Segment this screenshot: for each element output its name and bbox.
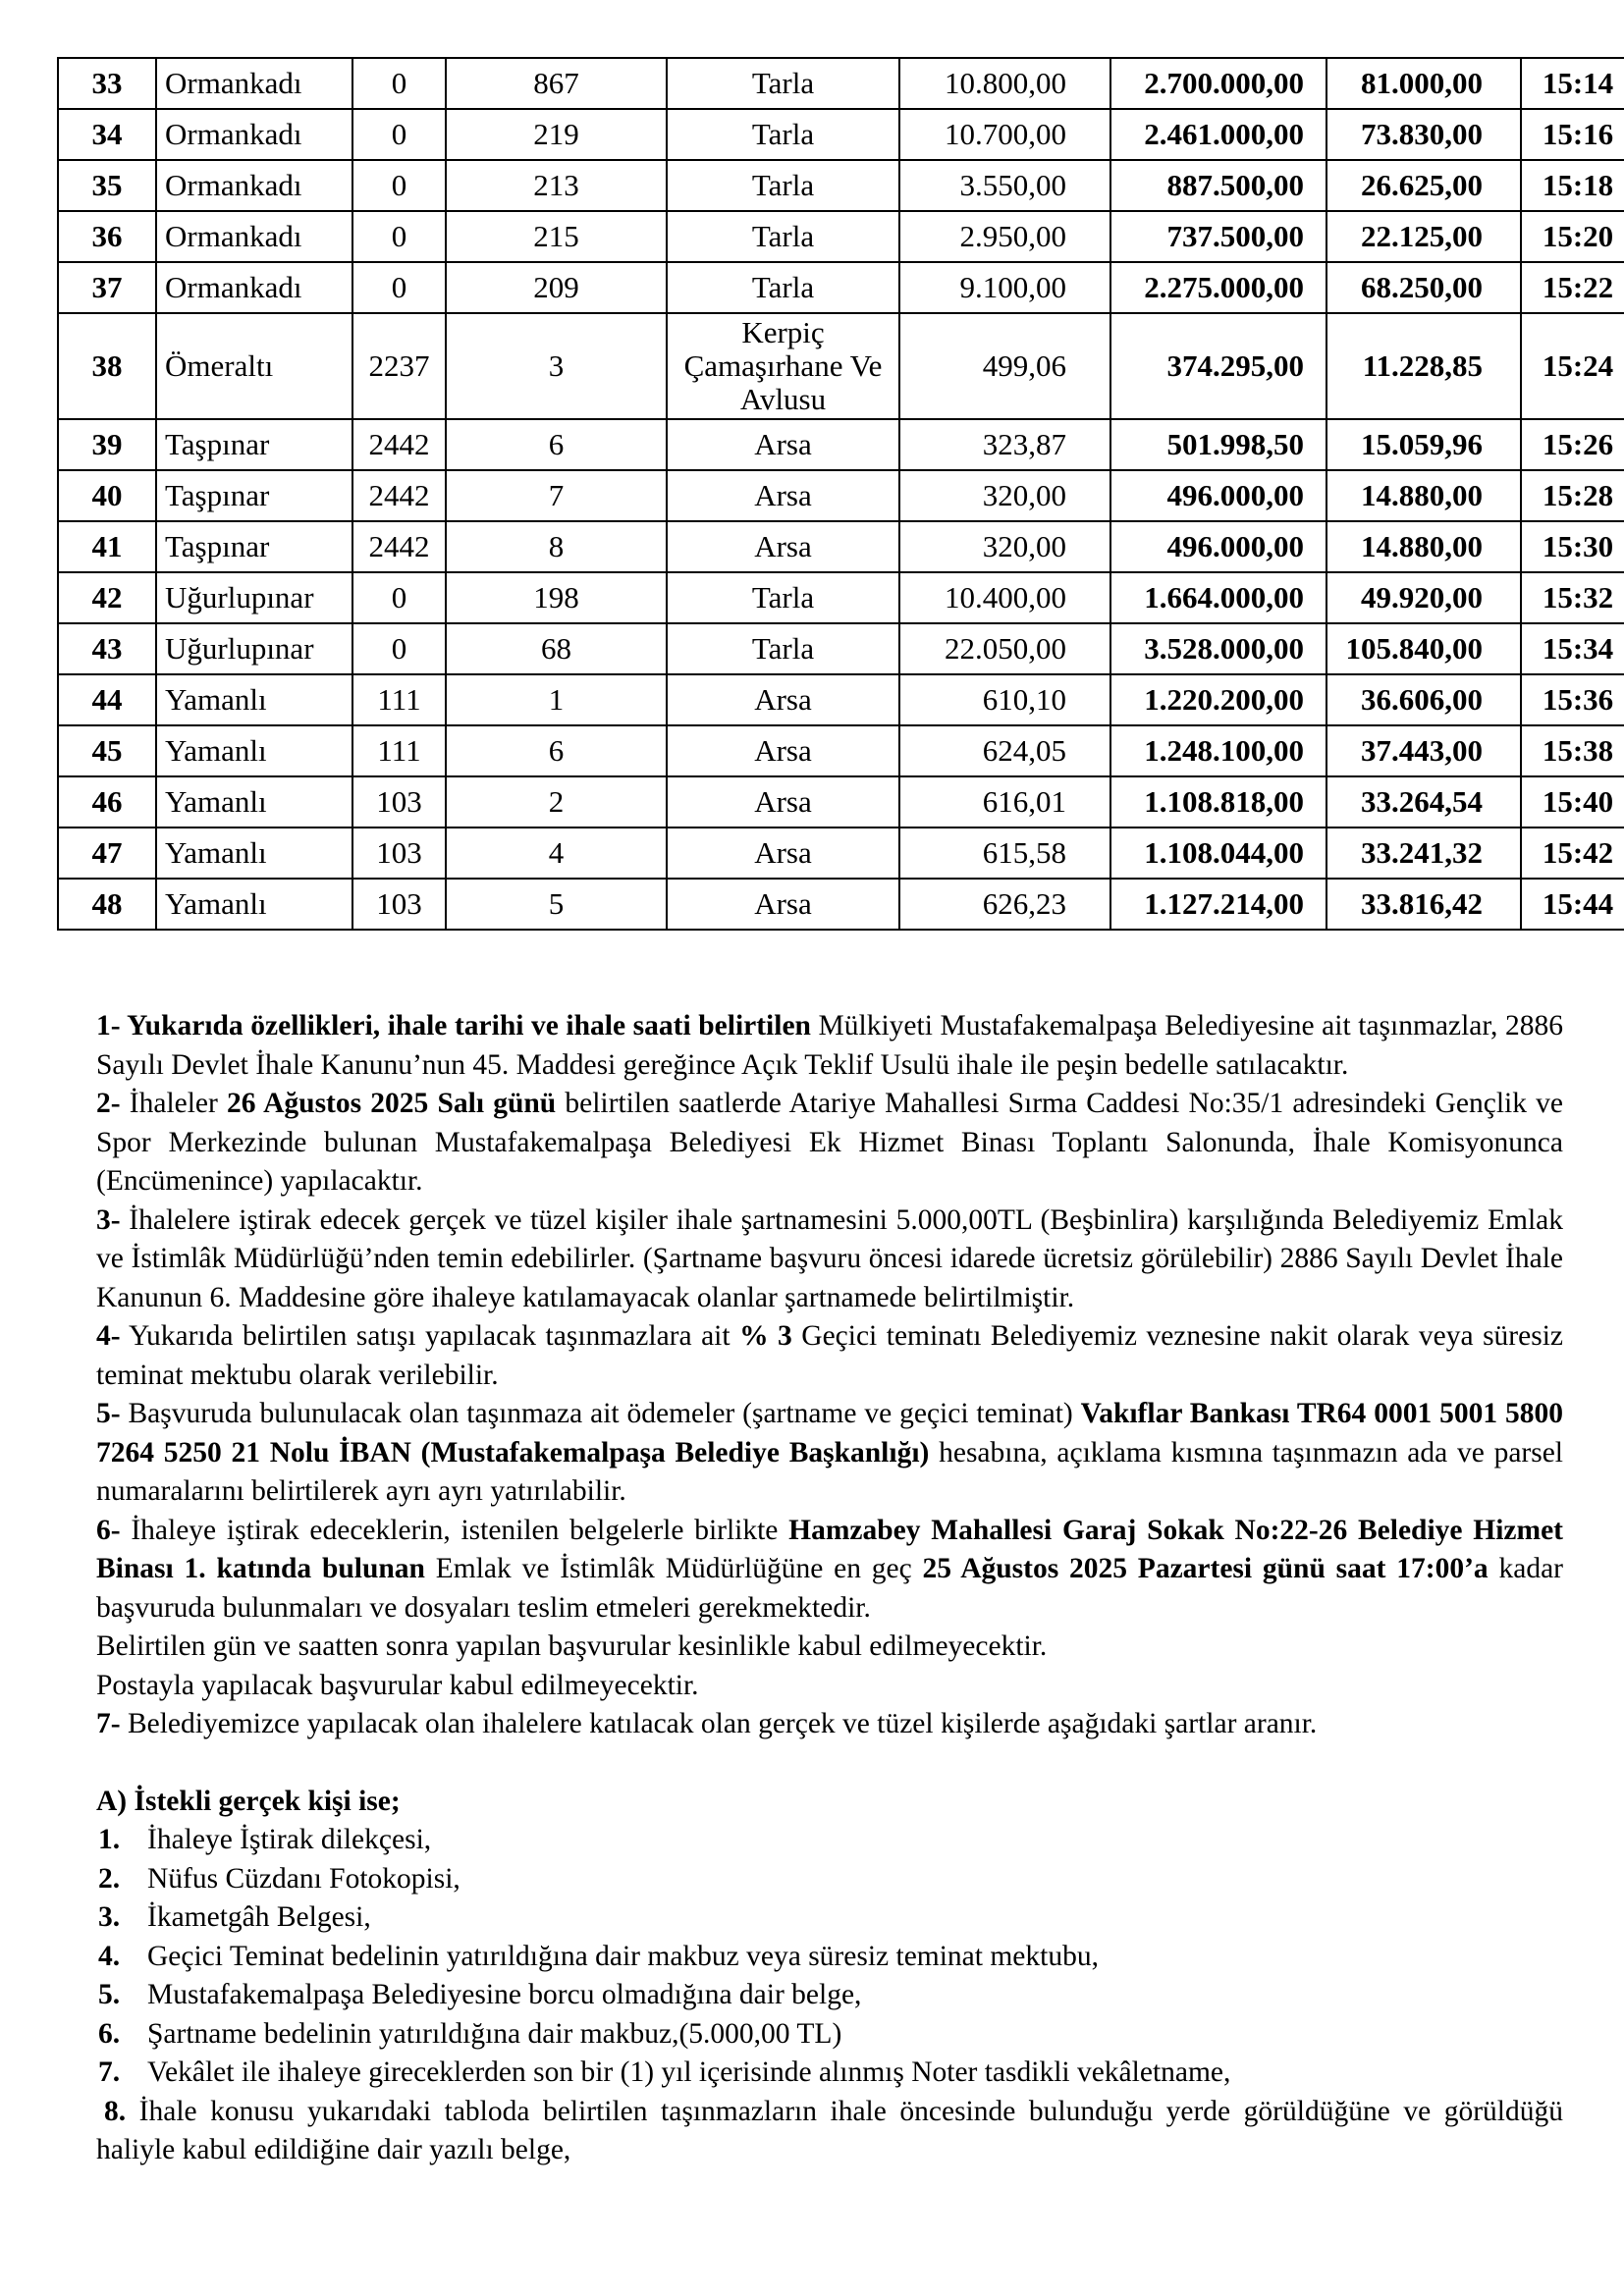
cell-parsel: 867 <box>446 58 667 109</box>
cell-area: 22.050,00 <box>899 623 1110 674</box>
cell-mahalle: Uğurlupınar <box>156 572 352 623</box>
cell-deposit: 14.880,00 <box>1326 470 1521 521</box>
cell-parsel: 5 <box>446 879 667 930</box>
cell-value: 501.998,50 <box>1110 419 1326 470</box>
table-row <box>58 419 1624 470</box>
list-item-number: 7. <box>98 2056 121 2088</box>
cell-parsel: 7 <box>446 470 667 521</box>
paragraph-5 <box>96 1395 1563 1512</box>
cell-time: 15:40 <box>1521 776 1624 828</box>
cell-value: 496.000,00 <box>1110 470 1326 521</box>
cell-no: 34 <box>58 109 156 160</box>
cell-no: 33 <box>58 58 156 109</box>
p5-text-a: Başvuruda bulunulacak olan taşınmaza ait ödemeler (şartname ve geçici teminat) <box>120 1398 1081 1429</box>
list-item-8 <box>96 2093 1563 2170</box>
table-row <box>58 879 1624 930</box>
cell-type: Tarla <box>667 211 899 262</box>
cell-ada: 0 <box>352 160 446 211</box>
cell-parsel: 8 <box>446 521 667 572</box>
cell-area: 499,06 <box>899 313 1110 419</box>
cell-value: 1.220.200,00 <box>1110 674 1326 725</box>
cell-mahalle: Ömeraltı <box>156 313 352 419</box>
table-row <box>58 776 1624 828</box>
table-row <box>58 521 1624 572</box>
list-item-text: Vekâlet ile ihaleye gireceklerden son bir (1) yıl içerisinde alınmış Noter tasdikli vekâletname, <box>147 2056 1231 2088</box>
table-row <box>58 211 1624 262</box>
cell-area: 323,87 <box>899 419 1110 470</box>
p3-text: İhalelere iştirak edecek gerçek ve tüzel kişiler ihale şartnamesini 5.000,00TL (Beşbinlira) karşılığında Belediyemiz Emlak ve İstimlâk Müdürlüğü’nden temin edebilirler. (Şartname başvuru öncesi idarede ücretsiz görülebilir) 2886 Sayılı Devlet İhale Kanunun 6. Maddesine göre ihaleye katılamayacak olanlar şartnamede belirtilmiştir. <box>96 1203 1563 1313</box>
cell-type: Arsa <box>667 419 899 470</box>
cell-deposit: 26.625,00 <box>1326 160 1521 211</box>
cell-no: 45 <box>58 725 156 776</box>
cell-value: 3.528.000,00 <box>1110 623 1326 674</box>
cell-type: Arsa <box>667 521 899 572</box>
cell-area: 624,05 <box>899 725 1110 776</box>
cell-time: 15:28 <box>1521 470 1624 521</box>
cell-parsel: 1 <box>446 674 667 725</box>
table-row <box>58 674 1624 725</box>
cell-time: 15:38 <box>1521 725 1624 776</box>
cell-mahalle: Yamanlı <box>156 776 352 828</box>
p6-text-c: kadar başvuruda bulunmaları ve dosyaları teslim etmeleri gerekmektedir. <box>96 1553 1564 1624</box>
table-row <box>58 109 1624 160</box>
cell-mahalle: Taşpınar <box>156 470 352 521</box>
p1-text: Mülkiyeti Mustafakemalpaşa Belediyesine ait taşınmazlar, 2886 Sayılı Devlet İhale Kanunu’nun 45. Maddesi gereğince Açık Teklif Usulü ihale ile peşin bedelle satılacaktır. <box>96 1010 1563 1081</box>
cell-ada: 2442 <box>352 521 446 572</box>
p6-text-b: Emlak ve İstimlâk Müdürlüğüne en geç <box>424 1553 923 1584</box>
cell-parsel: 198 <box>446 572 667 623</box>
cell-value: 1.108.818,00 <box>1110 776 1326 828</box>
p3-num: 3- <box>96 1203 121 1236</box>
cell-deposit: 22.125,00 <box>1326 211 1521 262</box>
cell-no: 42 <box>58 572 156 623</box>
p4-percent: % 3 <box>739 1320 792 1352</box>
list-item-number: 3. <box>98 1901 121 1933</box>
cell-value: 2.461.000,00 <box>1110 109 1326 160</box>
cell-deposit: 68.250,00 <box>1326 262 1521 313</box>
cell-ada: 111 <box>352 725 446 776</box>
cell-mahalle: Ormankadı <box>156 58 352 109</box>
list-item-number: 2. <box>98 1862 121 1895</box>
cell-parsel: 68 <box>446 623 667 674</box>
p6-num: 6- <box>96 1514 121 1546</box>
cell-type: Arsa <box>667 725 899 776</box>
cell-deposit: 33.264,54 <box>1326 776 1521 828</box>
cell-no: 39 <box>58 419 156 470</box>
cell-no: 36 <box>58 211 156 262</box>
cell-time: 15:30 <box>1521 521 1624 572</box>
cell-type: Tarla <box>667 160 899 211</box>
cell-value: 2.700.000,00 <box>1110 58 1326 109</box>
spacer <box>96 1744 1563 1783</box>
list-item <box>96 1898 1563 1938</box>
table-row <box>58 828 1624 879</box>
cell-no: 38 <box>58 313 156 419</box>
cell-area: 10.400,00 <box>899 572 1110 623</box>
cell-time: 15:34 <box>1521 623 1624 674</box>
cell-ada: 103 <box>352 776 446 828</box>
requirements-list <box>96 1821 1563 2093</box>
cell-ada: 103 <box>352 828 446 879</box>
cell-no: 47 <box>58 828 156 879</box>
cell-deposit: 33.241,32 <box>1326 828 1521 879</box>
cell-deposit: 36.606,00 <box>1326 674 1521 725</box>
cell-ada: 0 <box>352 58 446 109</box>
list-item-8-number: 8. <box>104 2095 127 2127</box>
cell-mahalle: Ormankadı <box>156 160 352 211</box>
paragraph-3 <box>96 1201 1563 1318</box>
cell-deposit: 15.059,96 <box>1326 419 1521 470</box>
cell-ada: 0 <box>352 572 446 623</box>
cell-parsel: 219 <box>446 109 667 160</box>
cell-mahalle: Yamanlı <box>156 725 352 776</box>
cell-parsel: 213 <box>446 160 667 211</box>
cell-parsel: 215 <box>446 211 667 262</box>
section-a-heading <box>96 1783 1563 1822</box>
cell-area: 3.550,00 <box>899 160 1110 211</box>
p6-text-a: İhaleye iştirak edeceklerin, istenilen belgelerle birlikte <box>120 1514 789 1546</box>
cell-value: 1.108.044,00 <box>1110 828 1326 879</box>
cell-no: 40 <box>58 470 156 521</box>
cell-area: 610,10 <box>899 674 1110 725</box>
cell-time: 15:44 <box>1521 879 1624 930</box>
cell-ada: 103 <box>352 879 446 930</box>
p6-address: Hamzabey Mahallesi Garaj Sokak No:22-26 Belediye Hizmet Binası 1. katında bulunan <box>96 1514 1563 1584</box>
list-item-number: 1. <box>98 1824 121 1855</box>
paragraph-1 <box>96 1007 1563 1085</box>
p5-num: 5- <box>96 1398 121 1429</box>
cell-value: 737.500,00 <box>1110 211 1326 262</box>
cell-time: 15:18 <box>1521 160 1624 211</box>
cell-value: 1.127.214,00 <box>1110 879 1326 930</box>
cell-value: 887.500,00 <box>1110 160 1326 211</box>
list-item-8-text: İhale konusu yukarıdaki tabloda belirtilen taşınmazların ihale öncesinde bulunduğu yerde görüldüğüne ve görüldüğü haliyle kabul edildiğine dair yazılı belge, <box>96 2095 1563 2165</box>
cell-ada: 0 <box>352 109 446 160</box>
list-item-text: Geçici Teminat bedelinin yatırıldığına dair makbuz veya süresiz teminat mektubu, <box>147 1940 1099 1972</box>
cell-time: 15:24 <box>1521 313 1624 419</box>
cell-value: 2.275.000,00 <box>1110 262 1326 313</box>
cell-type: Tarla <box>667 109 899 160</box>
cell-parsel: 2 <box>446 776 667 828</box>
p2-text-a: İhaleler <box>120 1088 228 1119</box>
cell-time: 15:16 <box>1521 109 1624 160</box>
cell-area: 616,01 <box>899 776 1110 828</box>
list-item-text: Mustafakemalpaşa Belediyesine borcu olmadığına dair belge, <box>147 1979 862 2010</box>
cell-time: 15:42 <box>1521 828 1624 879</box>
section-a-title: A) İstekli gerçek kişi ise; <box>96 1785 401 1817</box>
list-item <box>96 1938 1563 1977</box>
list-item <box>96 1860 1563 1899</box>
cell-mahalle: Uğurlupınar <box>156 623 352 674</box>
list-item-text: İhaleye İştirak dilekçesi, <box>147 1824 432 1855</box>
cell-ada: 111 <box>352 674 446 725</box>
list-item-number: 4. <box>98 1940 121 1972</box>
cell-ada: 2442 <box>352 419 446 470</box>
cell-value: 374.295,00 <box>1110 313 1326 419</box>
p7-num: 7- <box>96 1708 121 1739</box>
cell-mahalle: Taşpınar <box>156 419 352 470</box>
cell-area: 615,58 <box>899 828 1110 879</box>
cell-mahalle: Yamanlı <box>156 674 352 725</box>
list-item-text: Nüfus Cüzdanı Fotokopisi, <box>147 1862 460 1895</box>
table-row <box>58 58 1624 109</box>
cell-no: 43 <box>58 623 156 674</box>
cell-ada: 2237 <box>352 313 446 419</box>
cell-value: 1.664.000,00 <box>1110 572 1326 623</box>
cell-no: 46 <box>58 776 156 828</box>
cell-value: 1.248.100,00 <box>1110 725 1326 776</box>
list-item-text: Şartname bedelinin yatırıldığına dair makbuz,(5.000,00 TL) <box>147 2017 842 2050</box>
p1-bold: 1- Yukarıda özellikleri, ihale tarihi ve ihale saati belirtilen <box>96 1010 811 1041</box>
table-row <box>58 470 1624 521</box>
table-row <box>58 725 1624 776</box>
cell-type: Tarla <box>667 262 899 313</box>
cell-time: 15:26 <box>1521 419 1624 470</box>
cell-mahalle: Ormankadı <box>156 109 352 160</box>
cell-time: 15:20 <box>1521 211 1624 262</box>
cell-type: Arsa <box>667 879 899 930</box>
p2-date: 26 Ağustos 2025 Salı günü <box>227 1088 557 1119</box>
cell-parsel: 6 <box>446 419 667 470</box>
cell-deposit: 73.830,00 <box>1326 109 1521 160</box>
cell-deposit: 81.000,00 <box>1326 58 1521 109</box>
announcement-text <box>96 1007 1563 2170</box>
cell-mahalle: Yamanlı <box>156 879 352 930</box>
cell-area: 626,23 <box>899 879 1110 930</box>
cell-type: Tarla <box>667 572 899 623</box>
paragraph-7 <box>96 1705 1563 1744</box>
cell-ada: 2442 <box>352 470 446 521</box>
cell-no: 37 <box>58 262 156 313</box>
list-item <box>96 2015 1563 2055</box>
cell-mahalle: Ormankadı <box>156 211 352 262</box>
paragraph-6-line-2: Belirtilen gün ve saatten sonra yapılan başvurular kesinlikle kabul edilmeyecektir. <box>96 1630 1048 1662</box>
paragraph-4 <box>96 1317 1563 1395</box>
table-row <box>58 572 1624 623</box>
cell-time: 15:22 <box>1521 262 1624 313</box>
cell-type: Arsa <box>667 828 899 879</box>
cell-area: 9.100,00 <box>899 262 1110 313</box>
property-table <box>57 57 1624 931</box>
list-item-text: İkametgâh Belgesi, <box>147 1901 371 1933</box>
p5-iban: Vakıflar Bankası TR64 0001 5001 5800 7264 5250 21 Nolu İBAN (Mustafakemalpaşa Belediye Başkanlığı) <box>96 1398 1563 1468</box>
cell-area: 320,00 <box>899 470 1110 521</box>
cell-area: 10.800,00 <box>899 58 1110 109</box>
paragraph-6-line-3: Postayla yapılacak başvurular kabul edilmeyecektir. <box>96 1669 699 1701</box>
cell-area: 10.700,00 <box>899 109 1110 160</box>
cell-type: Arsa <box>667 776 899 828</box>
cell-value: 496.000,00 <box>1110 521 1326 572</box>
cell-parsel: 209 <box>446 262 667 313</box>
list-item-number: 6. <box>98 2017 121 2050</box>
cell-ada: 0 <box>352 211 446 262</box>
cell-parsel: 4 <box>446 828 667 879</box>
cell-ada: 0 <box>352 623 446 674</box>
cell-type: Arsa <box>667 470 899 521</box>
cell-mahalle: Yamanlı <box>156 828 352 879</box>
cell-area: 2.950,00 <box>899 211 1110 262</box>
paragraph-2 <box>96 1085 1563 1201</box>
list-item-number: 5. <box>98 1979 121 2010</box>
list-item <box>96 1821 1563 1860</box>
cell-parsel: 3 <box>446 313 667 419</box>
cell-ada: 0 <box>352 262 446 313</box>
table-row <box>58 262 1624 313</box>
table-row <box>58 623 1624 674</box>
cell-parsel: 6 <box>446 725 667 776</box>
table-row <box>58 313 1624 419</box>
cell-no: 44 <box>58 674 156 725</box>
paragraph-6 <box>96 1512 1563 1629</box>
cell-no: 41 <box>58 521 156 572</box>
cell-deposit: 14.880,00 <box>1326 521 1521 572</box>
p7-text: Belediyemizce yapılacak olan ihalelere katılacak olan gerçek ve tüzel kişilerde aşağıdaki şartlar aranır. <box>120 1708 1318 1739</box>
cell-deposit: 105.840,00 <box>1326 623 1521 674</box>
cell-time: 15:32 <box>1521 572 1624 623</box>
cell-time: 15:14 <box>1521 58 1624 109</box>
cell-type: Arsa <box>667 674 899 725</box>
p2-num: 2- <box>96 1088 121 1119</box>
cell-deposit: 33.816,42 <box>1326 879 1521 930</box>
cell-time: 15:36 <box>1521 674 1624 725</box>
cell-no: 35 <box>58 160 156 211</box>
cell-area: 320,00 <box>899 521 1110 572</box>
p2-text-b: belirtilen saatlerde Atariye Mahallesi Sırma Caddesi No:35/1 adresindeki Gençlik ve Spor Merkezinde bulunan Mustafakemalpaşa Belediyesi Ek Hizmet Binası Toplantı Salonunda, İhale Komisyonunca (Encümenince) yapılacaktır. <box>96 1088 1564 1197</box>
cell-no: 48 <box>58 879 156 930</box>
cell-type: Tarla <box>667 58 899 109</box>
cell-deposit: 37.443,00 <box>1326 725 1521 776</box>
cell-mahalle: Ormankadı <box>156 262 352 313</box>
table-row <box>58 160 1624 211</box>
list-item <box>96 1976 1563 2015</box>
cell-mahalle: Taşpınar <box>156 521 352 572</box>
cell-deposit: 49.920,00 <box>1326 572 1521 623</box>
p5-text-b: hesabına, açıklama kısmına taşınmazın ada ve parsel numaralarını belirtilerek ayrı ayrı yatırılabilir. <box>96 1436 1564 1507</box>
cell-type: Kerpiç Çamaşırhane Ve Avlusu <box>667 313 899 419</box>
p4-text-a: Yukarıda belirtilen satışı yapılacak taşınmazlara ait <box>120 1320 740 1352</box>
p6-deadline: 25 Ağustos 2025 Pazartesi günü saat 17:00’a <box>922 1553 1489 1584</box>
cell-type: Tarla <box>667 623 899 674</box>
p4-text-b: Geçici teminatı Belediyemiz veznesine nakit olarak veya süresiz teminat mektubu olarak verilebilir. <box>96 1320 1563 1391</box>
cell-deposit: 11.228,85 <box>1326 313 1521 419</box>
list-item <box>96 2054 1563 2093</box>
table-body <box>58 58 1624 930</box>
p4-num: 4- <box>96 1320 121 1352</box>
